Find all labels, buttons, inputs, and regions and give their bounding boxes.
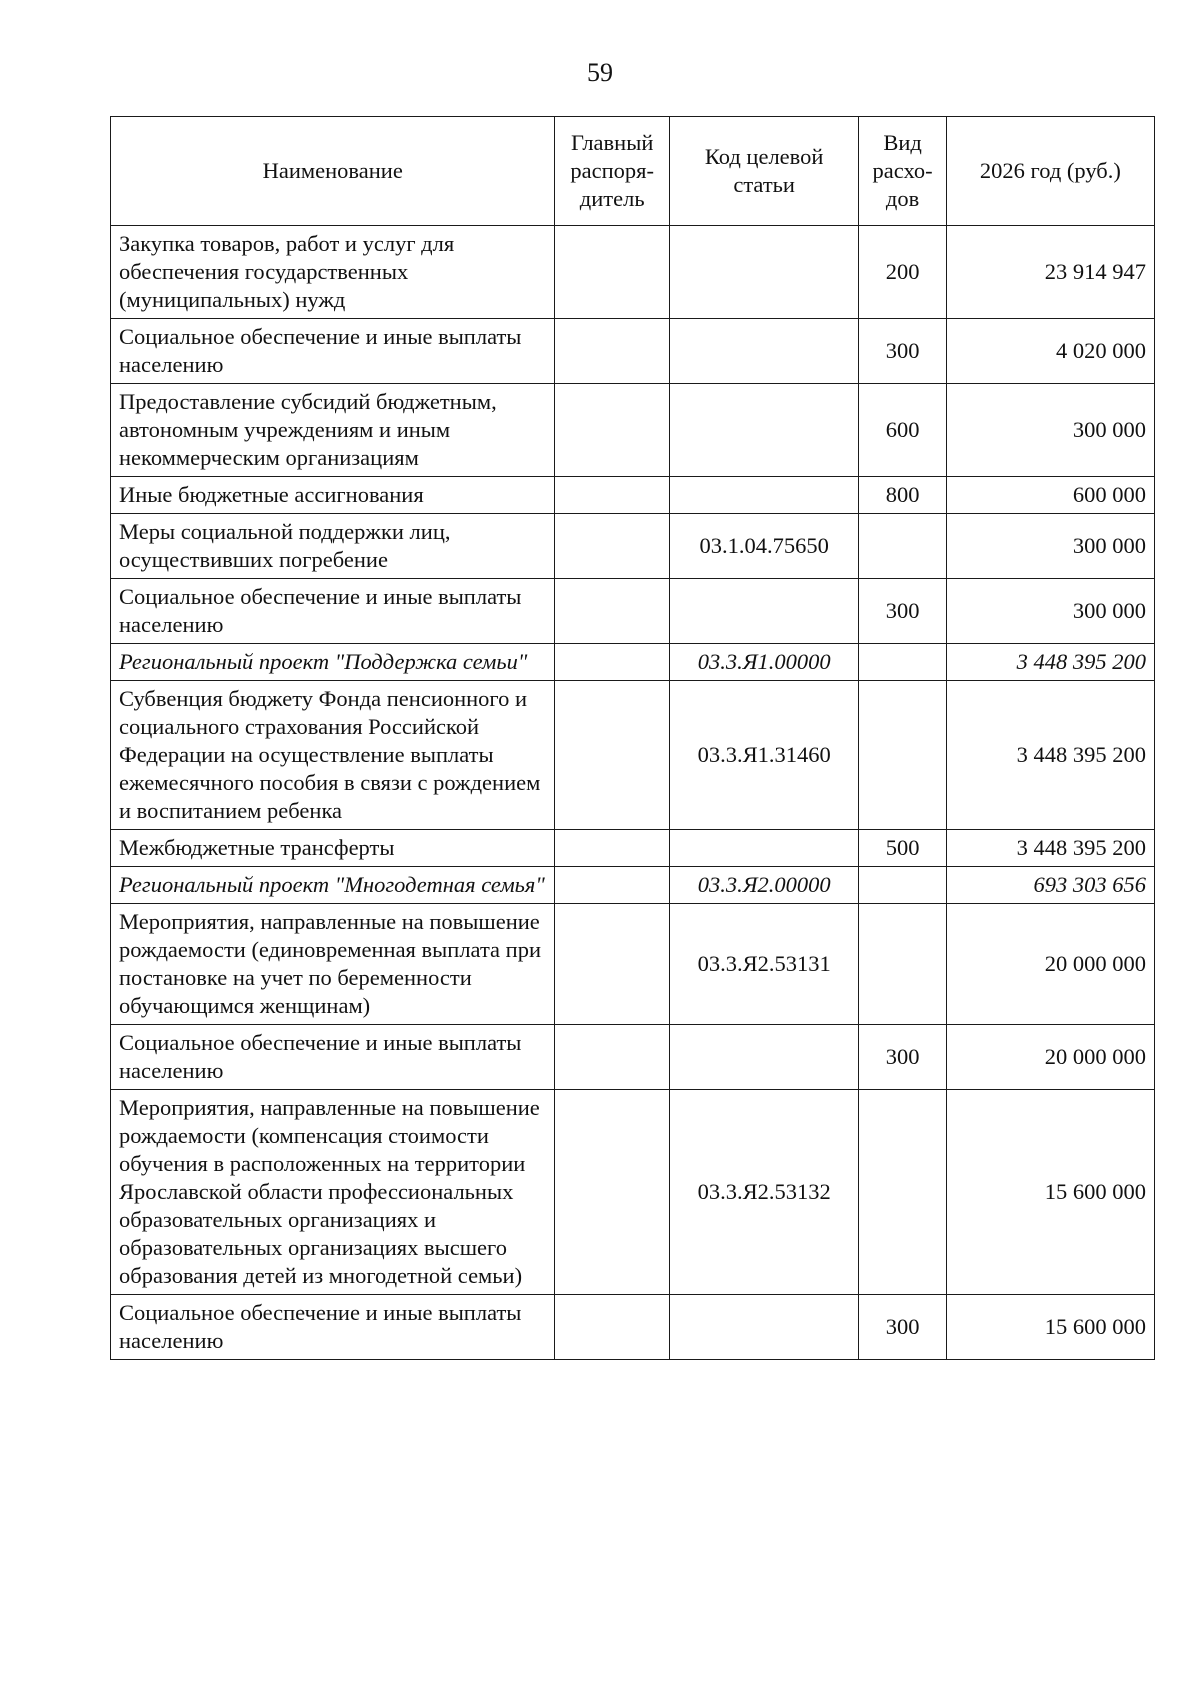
cell-grbs [555, 867, 669, 904]
table-row [111, 644, 1155, 681]
cell-code [669, 226, 858, 319]
cell-kind: 300 [859, 579, 946, 644]
budget-table [110, 116, 1155, 1360]
table-row [111, 830, 1155, 867]
table-row [111, 477, 1155, 514]
cell-name: Закупка товаров, работ и услуг для обеспечения государственных (муниципальных) нужд [111, 226, 555, 319]
cell-code [669, 579, 858, 644]
header-kind: Вид расхо-дов [859, 117, 946, 226]
cell-grbs [555, 830, 669, 867]
cell-name: Меры социальной поддержки лиц, осуществивших погребение [111, 514, 555, 579]
table-row [111, 1295, 1155, 1360]
table-header [111, 117, 1155, 226]
cell-name: Социальное обеспечение и иные выплаты населению [111, 579, 555, 644]
cell-amount: 300 000 [946, 514, 1154, 579]
cell-code: 03.3.Я1.31460 [669, 681, 858, 830]
cell-code [669, 384, 858, 477]
cell-code: 03.1.04.75650 [669, 514, 858, 579]
table-row [111, 319, 1155, 384]
cell-name: Иные бюджетные ассигнования [111, 477, 555, 514]
cell-name: Региональный проект "Многодетная семья" [111, 867, 555, 904]
cell-code [669, 1025, 858, 1090]
cell-name: Мероприятия, направленные на повышение рождаемости (единовременная выплата при постановке на учет по беременности обучающимся женщинам) [111, 904, 555, 1025]
cell-code: 03.3.Я2.53131 [669, 904, 858, 1025]
header-name: Наименование [111, 117, 555, 226]
cell-name: Социальное обеспечение и иные выплаты населению [111, 1295, 555, 1360]
table-row [111, 226, 1155, 319]
table-row [111, 904, 1155, 1025]
header-row [111, 117, 1155, 226]
cell-grbs [555, 1025, 669, 1090]
cell-amount: 4 020 000 [946, 319, 1154, 384]
cell-amount: 20 000 000 [946, 904, 1154, 1025]
cell-name: Межбюджетные трансферты [111, 830, 555, 867]
table-row [111, 867, 1155, 904]
cell-code: 03.3.Я2.53132 [669, 1090, 858, 1295]
cell-kind [859, 904, 946, 1025]
table-body [111, 226, 1155, 1360]
cell-kind: 300 [859, 1025, 946, 1090]
cell-code: 03.3.Я2.00000 [669, 867, 858, 904]
cell-kind: 500 [859, 830, 946, 867]
cell-kind: 300 [859, 1295, 946, 1360]
cell-amount: 3 448 395 200 [946, 644, 1154, 681]
cell-code [669, 1295, 858, 1360]
header-grbs: Главный распоря-дитель [555, 117, 669, 226]
cell-amount: 3 448 395 200 [946, 830, 1154, 867]
cell-grbs [555, 319, 669, 384]
cell-grbs [555, 904, 669, 1025]
cell-name: Субвенция бюджету Фонда пенсионного и социального страхования Российской Федерации на осуществление выплаты ежемесячного пособия в связи с рождением и воспитанием ребенка [111, 681, 555, 830]
table-row [111, 1025, 1155, 1090]
cell-kind: 800 [859, 477, 946, 514]
cell-kind [859, 644, 946, 681]
cell-grbs [555, 384, 669, 477]
cell-kind: 200 [859, 226, 946, 319]
cell-grbs [555, 1090, 669, 1295]
cell-code [669, 319, 858, 384]
table-row [111, 384, 1155, 477]
cell-amount: 693 303 656 [946, 867, 1154, 904]
cell-grbs [555, 579, 669, 644]
table-row [111, 1090, 1155, 1295]
page-number: 59 [587, 58, 613, 87]
cell-amount: 23 914 947 [946, 226, 1154, 319]
cell-kind [859, 1090, 946, 1295]
cell-name: Региональный проект "Поддержка семьи" [111, 644, 555, 681]
cell-kind: 600 [859, 384, 946, 477]
cell-code [669, 830, 858, 867]
cell-name: Социальное обеспечение и иные выплаты населению [111, 1025, 555, 1090]
cell-kind: 300 [859, 319, 946, 384]
cell-code [669, 477, 858, 514]
cell-grbs [555, 514, 669, 579]
table-row [111, 579, 1155, 644]
cell-name: Социальное обеспечение и иные выплаты населению [111, 319, 555, 384]
cell-amount: 15 600 000 [946, 1295, 1154, 1360]
cell-code: 03.3.Я1.00000 [669, 644, 858, 681]
cell-amount: 300 000 [946, 579, 1154, 644]
cell-amount: 600 000 [946, 477, 1154, 514]
table-row [111, 514, 1155, 579]
cell-grbs [555, 681, 669, 830]
cell-amount: 20 000 000 [946, 1025, 1154, 1090]
header-amount: 2026 год (руб.) [946, 117, 1154, 226]
cell-name: Мероприятия, направленные на повышение рождаемости (компенсация стоимости обучения в расположенных на территории Ярославской области профессиональных образовательных организациях и образовательных организациях высшего образования детей из многодетной семьи) [111, 1090, 555, 1295]
header-code: Код целевой статьи [669, 117, 858, 226]
table-row [111, 681, 1155, 830]
cell-grbs [555, 477, 669, 514]
cell-grbs [555, 226, 669, 319]
cell-grbs [555, 644, 669, 681]
cell-amount: 300 000 [946, 384, 1154, 477]
cell-kind [859, 867, 946, 904]
cell-kind [859, 514, 946, 579]
cell-kind [859, 681, 946, 830]
cell-name: Предоставление субсидий бюджетным, автономным учреждениям и иным некоммерческим организациям [111, 384, 555, 477]
cell-amount: 15 600 000 [946, 1090, 1154, 1295]
cell-grbs [555, 1295, 669, 1360]
cell-amount: 3 448 395 200 [946, 681, 1154, 830]
